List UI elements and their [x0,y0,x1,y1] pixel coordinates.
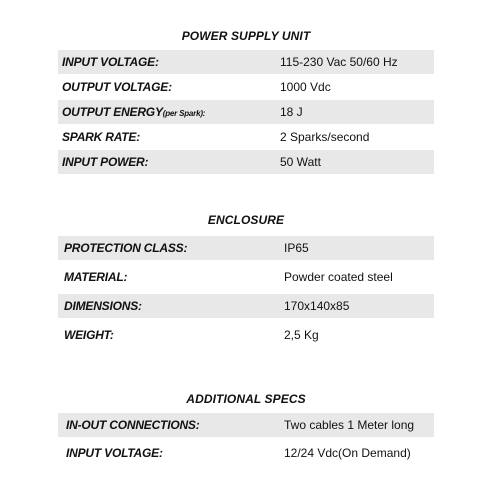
spec-label-sub: (per Spark): [162,109,206,118]
spec-value: 115-230 Vac 50/60 Hz [280,55,398,69]
spec-value: 2,5 Kg [284,328,319,342]
spec-label: INPUT VOLTAGE: [66,446,163,460]
enclosure-section [58,212,434,352]
spec-row-input-voltage [58,50,434,74]
spec-label: INPUT POWER: [62,155,149,169]
spec-value: 50 Watt [280,155,321,169]
spec-label-main: OUTPUT ENERGY [62,105,163,119]
spec-label: INPUT VOLTAGE: [62,55,159,69]
additional-specs-title: ADDITIONAL SPECS [186,392,306,406]
spec-value: IP65 [284,241,309,255]
additional-specs-section [58,391,434,469]
spec-value: 18 J [280,105,303,119]
spec-value: Powder coated steel [284,270,393,284]
spec-row-material [58,265,434,289]
spec-label [62,100,205,126]
spec-label: MATERIAL: [64,270,128,284]
spec-value: 2 Sparks/second [280,130,370,144]
spec-row-in-out-connections [58,413,434,437]
spec-row-spark-rate [58,125,434,149]
spec-label: SPARK RATE: [62,130,141,144]
spec-row-dimensions [58,294,434,318]
spec-row-input-voltage-dc [58,441,434,465]
power-supply-section [58,28,434,175]
spec-row-output-voltage [58,75,434,99]
spec-label: DIMENSIONS: [64,299,142,313]
spec-value: 1000 Vdc [280,80,331,94]
power-supply-title: POWER SUPPLY UNIT [181,29,311,43]
spec-row-output-energy [58,100,434,124]
spec-label: IN-OUT CONNECTIONS: [66,418,200,432]
spec-value: 12/24 Vdc(On Demand) [284,446,411,460]
spec-row-protection-class [58,236,434,260]
enclosure-title: ENCLOSURE [207,213,285,227]
spec-value: 170x140x85 [284,299,350,313]
spec-row-input-power [58,150,434,174]
spec-label: OUTPUT VOLTAGE: [62,80,172,94]
spec-label: WEIGHT: [64,328,114,342]
spec-row-weight [58,323,434,347]
spec-label: PROTECTION CLASS: [64,241,188,255]
spec-value: Two cables 1 Meter long [284,418,415,432]
